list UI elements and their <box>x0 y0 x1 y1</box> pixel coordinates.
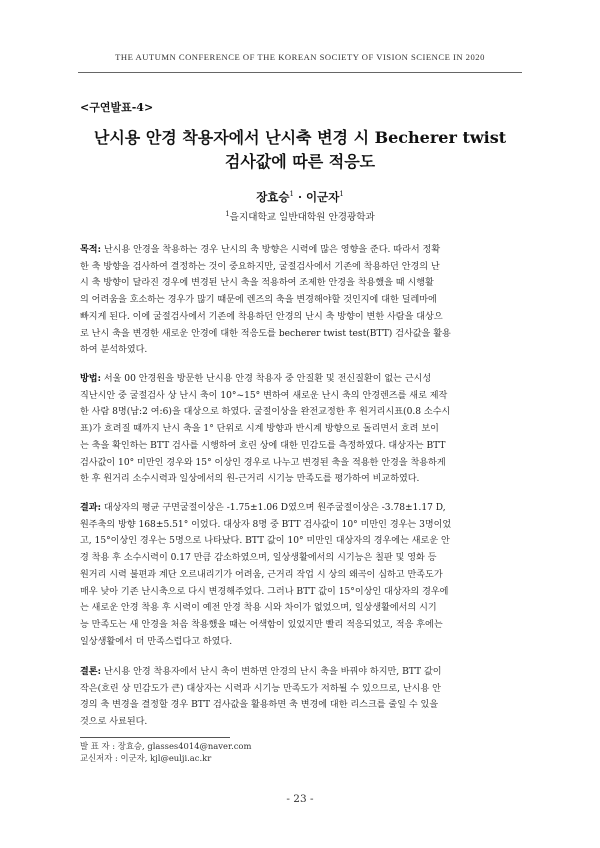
results-line-text: 원거리 시력 불편과 계단 오르내리기가 어려움, 근거리 작업 시 상의 왜곡이 심하고 만족도가 <box>80 569 443 580</box>
author-1-sup: 1 <box>289 190 294 199</box>
purpose-line-text: 하여 분석하였다. <box>80 345 148 356</box>
methods-line <box>80 388 522 405</box>
results-line <box>80 567 522 584</box>
purpose-line <box>80 292 522 309</box>
purpose-line <box>80 259 522 276</box>
title-line-2: 검사값에 따른 적응도 <box>224 152 376 171</box>
results-line <box>80 550 522 567</box>
author-2-sup: 1 <box>339 190 344 199</box>
header-divider <box>78 72 522 73</box>
conclusion-line-text: 난시용 안경 착용자에서 난시 축이 변하면 안경의 난시 축을 바꿔야 하지만, BTT 값이 <box>103 667 442 677</box>
results-line <box>80 617 522 634</box>
results-line-text: 경 착용 후 소수시력이 0.17 만큼 감소하였으며, 일상생활에서의 시기능은 칠판 및 영화 등 <box>80 553 437 564</box>
author-1: 장효승 <box>256 190 290 204</box>
conclusion-line <box>80 714 522 731</box>
results-line-text: 원주축의 방향 168±5.51° 이었다. 대상자 8명 중 BTT 검사값이 10° 미만인 경우는 3명이었 <box>80 519 452 530</box>
results-line <box>80 533 522 550</box>
purpose-line-text: 로 난시 축을 변경한 새로운 안경에 대한 적응도를 becherer twist test(BTT) 검사값을 활용 <box>80 328 451 339</box>
purpose-line-text: 한 축 방향을 검사하여 결정하는 것이 중요하지만, 굴절검사에서 기존에 착용하던 안경의 난 <box>80 261 440 272</box>
section-purpose <box>80 242 522 359</box>
results-line-text: 는 새로운 안경 착용 후 시력이 예전 안경 착용 시와 차이가 없었으며, 일상생활에서의 시기 <box>80 603 437 614</box>
methods-line-text: 검사값이 10° 미만인 경우와 15° 이상인 경우로 나누고 변경된 축을 적용한 안경을 착용하게 <box>80 457 446 468</box>
purpose-line-text: 빠지게 된다. 이에 굴절검사에서 기존에 착용하던 안경의 난시 축 방향이 변한 사람을 대상으 <box>80 311 443 322</box>
footnote-divider <box>80 737 230 738</box>
results-line-text: 능 만족도는 새 안경을 처음 착용했을 때는 어색함이 있었지만 빨리 적응되었고, 적응 후에는 <box>80 619 443 630</box>
methods-line <box>80 404 522 421</box>
methods-line-text: 는 축을 확인하는 BTT 검사를 시행하여 흐린 상에 대한 민감도를 측정하였다. 대상자는 BTT <box>80 440 446 451</box>
purpose-line <box>80 342 522 359</box>
methods-line-text: 직난시안 중 굴절검사 상 난시 축이 10°~15° 변하여 새로운 난시 축의 안경렌즈를 새로 제작 <box>80 390 448 401</box>
conclusion-line-text: 경의 축 변경을 결정할 경우 BTT 검사값을 활용하면 축 변경에 대한 리스크를 줄일 수 있을 <box>80 700 439 711</box>
methods-line-text: 서울 00 안경원을 방문한 난시용 안경 착용자 중 안질환 및 전신질환이 없는 근시성 <box>103 374 432 384</box>
results-line-text: 일상생활에서 더 만족스럽다고 하였다. <box>80 636 233 647</box>
methods-line <box>80 455 522 472</box>
conclusion-line <box>80 697 522 714</box>
author-2: 이군자 <box>306 190 340 204</box>
paper-title <box>80 126 520 174</box>
section-results <box>80 500 522 650</box>
methods-line-text: 한 후 원거리 소수시력과 일상에서의 원-근거리 시기능 만족도를 평가하여 비교하였다. <box>80 474 420 485</box>
results-line <box>80 500 522 517</box>
methods-label: 방법: <box>80 373 101 384</box>
purpose-line-text: 난시용 안경을 착용하는 경우 난시의 축 방향은 시력에 많은 영향을 준다. 따라서 정확 <box>103 245 441 255</box>
purpose-line <box>80 242 522 259</box>
affiliation-sup: 1 <box>225 209 230 218</box>
results-line <box>80 517 522 534</box>
purpose-line <box>80 326 522 343</box>
results-line <box>80 584 522 601</box>
results-line <box>80 634 522 651</box>
results-line <box>80 600 522 617</box>
conclusion-line <box>80 664 522 681</box>
footnote-presenter: 발 표 자 : 장효승, glasses4014@naver.com <box>80 741 252 751</box>
results-line-text: 대상자의 평균 구면굴절이상은 -1.75±1.06 D였으며 원주굴절이상은 -3.78±1.17 D, <box>103 503 446 513</box>
author-list <box>80 189 520 205</box>
conclusion-line-text: 작은(흐린 상 민감도가 큰) 대상자는 시력과 시기능 만족도가 저하될 수 있으므로, 난시용 안 <box>80 683 441 694</box>
session-label: <구연발표-4> <box>80 101 154 114</box>
conclusion-label: 결론: <box>80 666 101 677</box>
footnote-corresponding: 교신저자 : 이군자, kjl@eulji.ac.kr <box>80 753 212 763</box>
purpose-line-text: 의 어려움을 호소하는 경우가 많기 때문에 렌즈의 축을 변경해야할 것인지에 대한 딜레마에 <box>80 295 437 306</box>
purpose-line-text: 시 축 방향이 달라진 경우에 변경된 난시 축을 적용하여 조제한 안경을 착용했을 때 시행활 <box>80 278 434 289</box>
purpose-line <box>80 275 522 292</box>
page-number: - 23 - <box>286 793 314 805</box>
conclusion-line <box>80 681 522 698</box>
methods-line-text: 표)가 흐려질 때까지 난시 축을 1° 단위로 시계 방향과 반시계 방향으로 돌리면서 흐려 보이 <box>80 424 439 435</box>
purpose-line <box>80 309 522 326</box>
methods-line-text: 한 사람 8명(남:2 여:6)을 대상으로 하였다. 굴절이상을 완전교정한 후 원거리시표(0.8 소수시 <box>80 407 451 418</box>
methods-line <box>80 371 522 388</box>
results-label: 결과: <box>80 502 101 513</box>
results-line-text: 매우 낮아 기존 난시축으로 다시 변경해주었다. 그러나 BTT 값이 15°이상인 대상자의 경우에 <box>80 586 449 597</box>
affiliation <box>80 209 520 223</box>
section-methods <box>80 371 522 488</box>
section-conclusion <box>80 664 522 731</box>
conference-header: THE AUTUMN CONFERENCE OF THE KOREAN SOCIETY OF VISION SCIENCE IN 2020 <box>115 52 485 62</box>
affiliation-text: 을지대학교 일반대학원 안경광학과 <box>229 212 375 223</box>
title-line-1: 난시용 안경 착용자에서 난시축 변경 시 Becherer twist <box>93 128 507 147</box>
methods-line <box>80 438 522 455</box>
purpose-label: 목적: <box>80 244 101 255</box>
conclusion-line-text: 것으로 사료된다. <box>80 717 148 728</box>
results-line-text: 고, 15°이상인 경우는 5명으로 나타났다. BTT 값이 10° 미만인 대상자의 경우에는 새로운 안 <box>80 536 450 547</box>
author-separator: · <box>293 190 306 204</box>
methods-line <box>80 421 522 438</box>
methods-line <box>80 471 522 488</box>
